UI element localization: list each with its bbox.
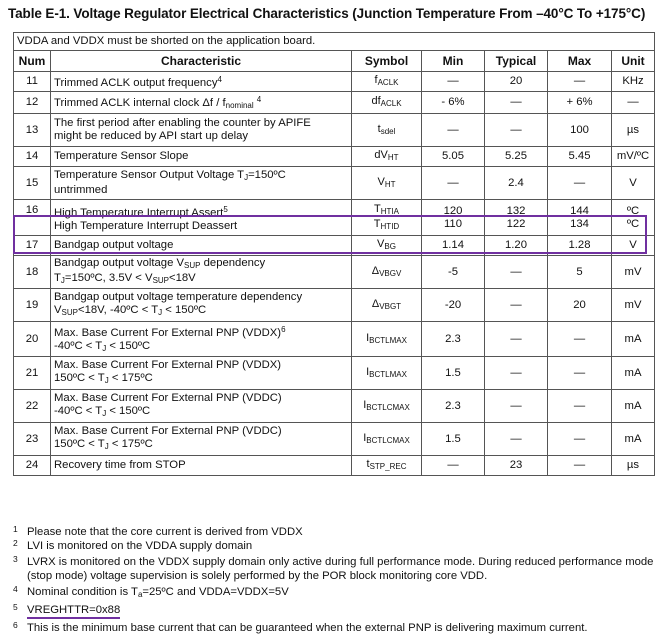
row-min: 1.5 — [422, 357, 485, 390]
row-typical: — — [485, 92, 548, 114]
row-num: 17 — [14, 236, 51, 256]
row-max: — — [548, 423, 612, 456]
footnote-5-underlined-text: VREGHTTR=0x88 — [27, 603, 120, 619]
row-num: 19 — [14, 289, 51, 322]
col-header-num: Num — [14, 51, 51, 72]
row-characteristic: Temperature Sensor Slope — [51, 147, 352, 167]
col-header-unit: Unit — [612, 51, 655, 72]
row-typical: — — [485, 357, 548, 390]
row-num: 12 — [14, 92, 51, 114]
row-min: — — [422, 167, 485, 200]
row-characteristic: Max. Base Current For External PNP (VDDC) 150ºC < $T_J$ < 175ºC — [51, 423, 352, 456]
row-symbol: $t_{STP\_REC}$ — [352, 456, 422, 476]
row-min: -5 — [422, 256, 485, 289]
row-symbol: $V_{BG}$ — [352, 236, 422, 256]
row-typical: — — [485, 423, 548, 456]
row-typical: 20 — [485, 72, 548, 92]
row-characteristic: High Temperature Interrupt Assert$^5$ High Temperature Interrupt Deassert — [51, 200, 352, 236]
table-row — [14, 72, 655, 92]
row-num: 24 — [14, 456, 51, 476]
row-typical: — — [485, 256, 548, 289]
row-unit: mA — [612, 322, 655, 357]
row-unit: ºC ºC — [612, 200, 655, 236]
col-header-symbol: Symbol — [352, 51, 422, 72]
table-row — [14, 167, 655, 200]
row-max: 5 — [548, 256, 612, 289]
row-min: - 6% — [422, 92, 485, 114]
col-header-min: Min — [422, 51, 485, 72]
row-unit: mA — [612, 357, 655, 390]
col-header-typical: Typical — [485, 51, 548, 72]
header-row — [14, 51, 655, 72]
table-row — [14, 92, 655, 114]
row-symbol: $I_{BCTLCMAX}$ — [352, 423, 422, 456]
row-unit: mV/ºC — [612, 147, 655, 167]
row-unit: mA — [612, 423, 655, 456]
row-symbol: $t_{sdel}$ — [352, 114, 422, 147]
row-num: 14 — [14, 147, 51, 167]
row-symbol: $dV_{HT}$ — [352, 147, 422, 167]
row-typical: — — [485, 289, 548, 322]
row-symbol: $T_{HTIA}$ $T_{HTID}$ — [352, 200, 422, 236]
row-num: 22 — [14, 390, 51, 423]
row-max: 5.45 — [548, 147, 612, 167]
row-characteristic: Recovery time from STOP — [51, 456, 352, 476]
table-row — [14, 456, 655, 476]
row-characteristic: Max. Base Current For External PNP (VDDX)$^6$ -40ºC < $T_J$ < 150ºC — [51, 322, 352, 357]
row-symbol: $I_{BCTLMAX}$ — [352, 322, 422, 357]
row-max: — — [548, 322, 612, 357]
row-symbol: $V_{HT}$ — [352, 167, 422, 200]
note-row — [14, 33, 655, 51]
footnote-2: 2 LVI is monitored on the VDDA supply domain — [13, 538, 253, 552]
table-row — [14, 114, 655, 147]
table-row — [14, 322, 655, 357]
row-symbol: $\Delta_{VBGT}$ — [352, 289, 422, 322]
row-unit: V — [612, 236, 655, 256]
row-characteristic: Bandgap output voltage temperature dependency $V_{SUP}<18V$, -40ºC < $T_J$ < 150ºC — [51, 289, 352, 322]
row-characteristic: Bandgap output voltage $V_{SUP}$ dependency $T_J=150ºC$, $3.5V < V_{SUP}<18V$ — [51, 256, 352, 289]
row-num: 16 — [14, 200, 51, 236]
col-header-max: Max — [548, 51, 612, 72]
row-typical: 2.4 — [485, 167, 548, 200]
row-min: — — [422, 456, 485, 476]
row-typical: — — [485, 322, 548, 357]
row-max: — — [548, 72, 612, 92]
footnote-6: 6 This is the minimum base current that can be guaranteed when the external PNP is delivering maximum current. — [13, 620, 588, 634]
row-min: 2.3 — [422, 390, 485, 423]
row-unit: µs — [612, 456, 655, 476]
row-symbol: $\Delta_{VBGV}$ — [352, 256, 422, 289]
row-max: 144 134 — [548, 200, 612, 236]
row-min: — — [422, 114, 485, 147]
row-typical: 132 122 — [485, 200, 548, 236]
row-min: 1.5 — [422, 423, 485, 456]
row-unit: V — [612, 167, 655, 200]
row-min: 120 110 — [422, 200, 485, 236]
note-cell: VDDA and VDDX must be shorted on the application board. — [14, 33, 655, 51]
table-row-highlighted — [14, 200, 655, 236]
footnote-1: 1 Please note that the core current is derived from VDDX — [13, 524, 303, 538]
table-row — [14, 357, 655, 390]
row-typical: 5.25 — [485, 147, 548, 167]
row-unit: µs — [612, 114, 655, 147]
row-num: 11 — [14, 72, 51, 92]
row-num: 20 — [14, 322, 51, 357]
row-num: 13 — [14, 114, 51, 147]
row-min: — — [422, 72, 485, 92]
row-num: 21 — [14, 357, 51, 390]
row-max: — — [548, 357, 612, 390]
row-symbol: $I_{BCTLCMAX}$ — [352, 390, 422, 423]
row-characteristic: The first period after enabling the counter by APIFE might be reduced by API start up delay — [51, 114, 352, 147]
table-row — [14, 236, 655, 256]
row-unit: — — [612, 92, 655, 114]
footnotes — [13, 525, 663, 635]
table-row — [14, 147, 655, 167]
row-characteristic: Trimmed ACLK output frequency$^4$ — [51, 72, 352, 92]
table-title: Table E-1. Voltage Regulator Electrical Characteristics (Junction Temperature From –40°C To +175°C) — [8, 6, 646, 21]
row-min: 5.05 — [422, 147, 485, 167]
footnote-4: 4 Nominal condition is $T_a=25ºC$ and VDDA=VDDX=5V — [13, 584, 289, 599]
row-typical: — — [485, 390, 548, 423]
table-row — [14, 423, 655, 456]
row-characteristic: Max. Base Current For External PNP (VDDX) 150ºC < $T_J$ < 175ºC — [51, 357, 352, 390]
row-num: 23 — [14, 423, 51, 456]
row-max: — — [548, 456, 612, 476]
row-max: 20 — [548, 289, 612, 322]
row-max: — — [548, 390, 612, 423]
row-num: 15 — [14, 167, 51, 200]
col-header-characteristic: Characteristic — [51, 51, 352, 72]
row-typical: 1.20 — [485, 236, 548, 256]
row-characteristic: Bandgap output voltage — [51, 236, 352, 256]
row-max: — — [548, 167, 612, 200]
row-unit: mV — [612, 256, 655, 289]
row-num: 18 — [14, 256, 51, 289]
row-max: 1.28 — [548, 236, 612, 256]
table-row — [14, 256, 655, 289]
row-min: -20 — [422, 289, 485, 322]
row-min: 1.14 — [422, 236, 485, 256]
row-min: 2.3 — [422, 322, 485, 357]
table-row — [14, 390, 655, 423]
row-characteristic: Temperature Sensor Output Voltage $T_J=150ºC$ untrimmed — [51, 167, 352, 200]
row-max: 100 — [548, 114, 612, 147]
row-max: + 6% — [548, 92, 612, 114]
footnote-3: 3 LVRX is monitored on the VDDX supply domain only active during full performance mode. During reduced performance mode (stop mode) voltage supervision is solely performed by the POR block monitoring core VDD. — [13, 554, 654, 582]
row-typical: 23 — [485, 456, 548, 476]
footnote-5: 5 VREGHTTR=0x88 — [13, 603, 663, 619]
row-characteristic: Trimmed ACLK internal clock Δf / $f_{nominal}$ $^4$ — [51, 92, 352, 114]
table-row — [14, 289, 655, 322]
row-characteristic: Max. Base Current For External PNP (VDDC) -40ºC < $T_J$ < 150ºC — [51, 390, 352, 423]
spec-table — [13, 32, 655, 476]
row-symbol: $f_{ACLK}$ — [352, 72, 422, 92]
row-symbol: $df_{ACLK}$ — [352, 92, 422, 114]
row-symbol: $I_{BCTLMAX}$ — [352, 357, 422, 390]
row-typical: — — [485, 114, 548, 147]
row-unit: mV — [612, 289, 655, 322]
row-unit: KHz — [612, 72, 655, 92]
row-unit: mA — [612, 390, 655, 423]
